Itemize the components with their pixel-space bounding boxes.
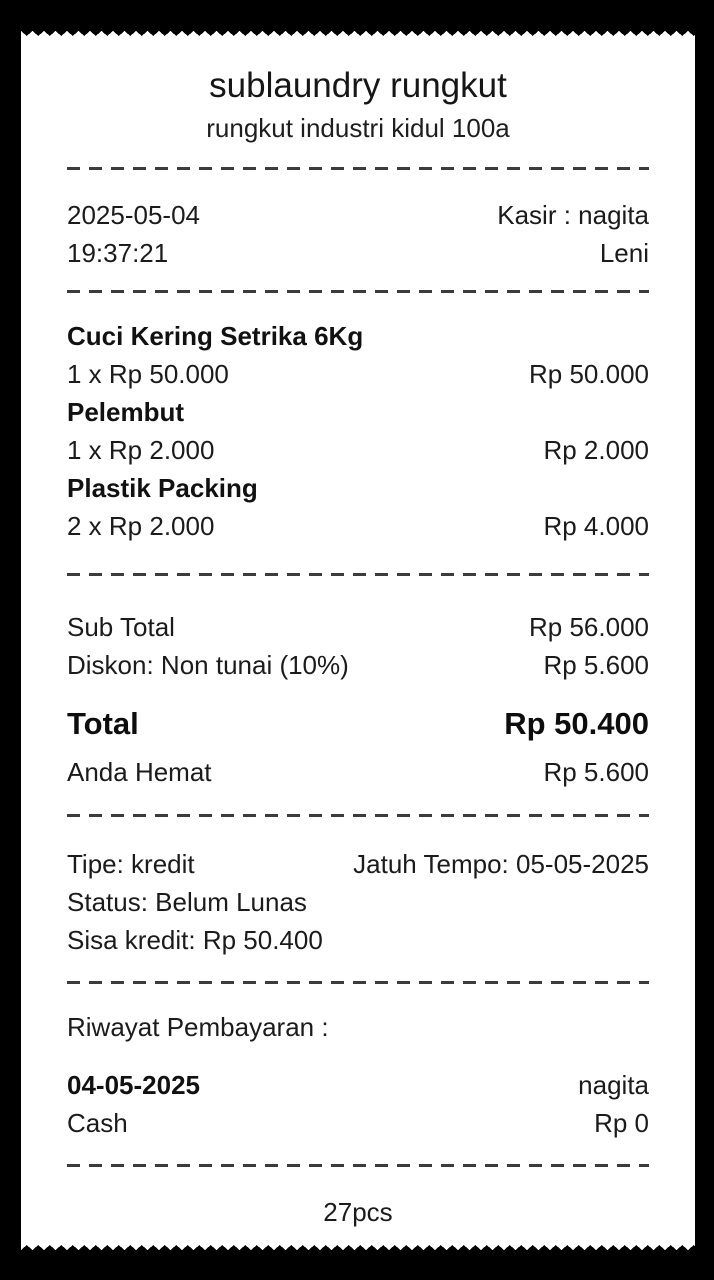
- credit-due-date: Jatuh Tempo: 05-05-2025: [353, 849, 649, 879]
- total-value: Rp 50.400: [504, 706, 649, 741]
- dashed-divider: [67, 1164, 649, 1167]
- dashed-divider: [67, 573, 649, 576]
- item-amount: Rp 50.000: [529, 359, 649, 389]
- receipt-footer: [67, 1193, 649, 1231]
- item-detail-row: [67, 355, 649, 393]
- dashed-divider: [67, 167, 649, 170]
- meta-section: [67, 196, 649, 272]
- line-item: [67, 317, 649, 393]
- payment-entry-method: Cash: [67, 1108, 128, 1138]
- receipt-torn-edge-top: [21, 31, 695, 41]
- credit-status: Status: Belum Lunas: [67, 887, 307, 917]
- item-detail-row: [67, 507, 649, 545]
- savings-label: Anda Hemat: [67, 757, 212, 787]
- discount-row: [67, 646, 649, 684]
- payment-entry-header-row: [67, 1066, 649, 1104]
- receipt-torn-edge-bottom: [21, 1240, 695, 1250]
- credit-remaining: Sisa kredit: Rp 50.400: [67, 925, 323, 955]
- item-name: Pelembut: [67, 397, 185, 427]
- total-label: Total: [67, 706, 139, 741]
- receipt-header: [67, 63, 649, 147]
- savings-value: Rp 5.600: [543, 757, 649, 787]
- total-row: [67, 698, 649, 750]
- summary-section: [67, 608, 649, 794]
- line-item: [67, 393, 649, 469]
- meta-row-date-cashier: [67, 196, 649, 234]
- item-detail-row: [67, 431, 649, 469]
- item-name: Cuci Kering Setrika 6Kg: [67, 321, 364, 351]
- discount-label: Diskon: Non tunai (10%): [67, 650, 349, 680]
- dashed-divider: [67, 814, 649, 817]
- discount-value: Rp 5.600: [543, 650, 649, 680]
- credit-section: [67, 845, 649, 959]
- dashed-divider: [67, 981, 649, 984]
- credit-type: Tipe: kredit: [67, 849, 195, 879]
- payment-entry-date: 04-05-2025: [67, 1070, 200, 1100]
- total-pieces: 27pcs: [323, 1197, 393, 1227]
- dashed-divider: [67, 290, 649, 293]
- transaction-time: 19:37:21: [67, 238, 169, 268]
- subtotal-label: Sub Total: [67, 612, 175, 642]
- payment-entry-amount: Rp 0: [594, 1108, 649, 1138]
- customer-name: Leni: [599, 238, 649, 268]
- cashier-label: Kasir : nagita: [497, 200, 649, 230]
- store-address: rungkut industri kidul 100a: [206, 113, 510, 143]
- item-qty-price: 2 x Rp 2.000: [67, 511, 215, 541]
- item-name: Plastik Packing: [67, 473, 258, 503]
- item-amount: Rp 4.000: [543, 511, 649, 541]
- payment-entry-detail-row: [67, 1104, 649, 1142]
- credit-type-row: [67, 845, 649, 883]
- receipt-paper: [21, 41, 695, 1240]
- subtotal-row: [67, 608, 649, 646]
- line-item: [67, 469, 649, 545]
- receipt: [21, 31, 695, 1250]
- payment-entry-cashier: nagita: [578, 1070, 649, 1100]
- payment-history-entry: [67, 1066, 649, 1142]
- item-amount: Rp 2.000: [543, 435, 649, 465]
- meta-row-time-customer: [67, 234, 649, 272]
- item-qty-price: 1 x Rp 2.000: [67, 435, 215, 465]
- items-section: [67, 317, 649, 545]
- transaction-date: 2025-05-04: [67, 200, 200, 230]
- payment-history-title: Riwayat Pembayaran :: [67, 1012, 329, 1042]
- payment-history-section: [67, 1008, 649, 1142]
- item-qty-price: 1 x Rp 50.000: [67, 359, 229, 389]
- store-name: sublaundry rungkut: [209, 66, 507, 105]
- subtotal-value: Rp 56.000: [529, 612, 649, 642]
- savings-row: [67, 750, 649, 794]
